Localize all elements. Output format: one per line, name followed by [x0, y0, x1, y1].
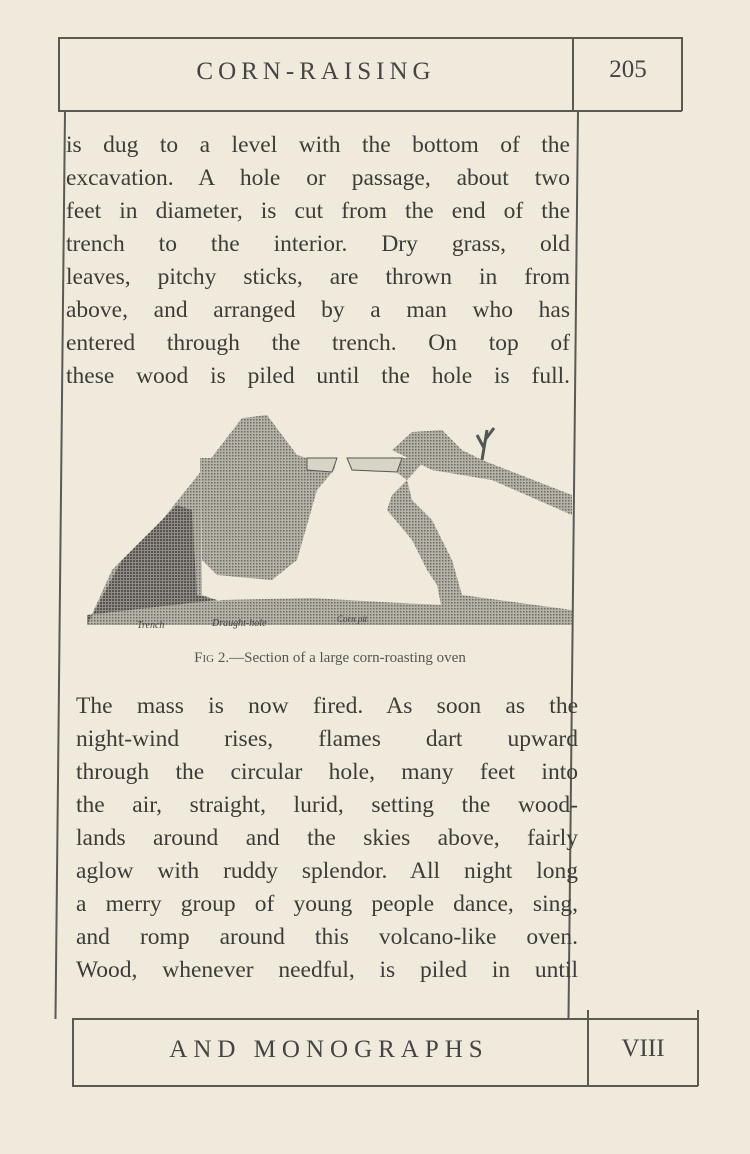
text-line: The mass is now fired. As soon as the — [76, 693, 578, 719]
text-line: is dug to a level with the bottom of the — [66, 132, 570, 158]
text-line: night-wind rises, flames dart upward — [76, 726, 578, 752]
text-line: the air, straight, lurid, setting the wood- — [76, 792, 578, 818]
header-bottom-rule — [58, 110, 682, 112]
volume-number: VIII — [621, 1035, 665, 1062]
text-line: entered through the trench. On top of — [66, 330, 570, 356]
page-number: 205 — [609, 56, 647, 83]
body-left-rule — [54, 111, 65, 1019]
corn-pit-wall — [200, 458, 337, 580]
text-line: leaves, pitchy sticks, are thrown in from — [66, 264, 570, 290]
text-line: and romp around this volcano-like oven. — [76, 924, 578, 950]
text-line: Wood, whenever needful, is piled in until — [76, 957, 578, 983]
text-line: aglow with ruddy splendor. All night long — [76, 858, 578, 884]
series-title: AND MONOGRAPHS — [169, 1036, 489, 1063]
label-corn-pit: Corn pit — [337, 614, 368, 624]
paragraph-2 — [76, 690, 578, 987]
stick — [477, 428, 494, 460]
footer-bottom-rule — [72, 1085, 698, 1087]
text-line: a merry group of young people dance, sing, — [76, 891, 578, 917]
text-line: lands around and the skies above, fairly — [76, 825, 578, 851]
text-line: excavation. A hole or passage, about two — [66, 165, 570, 191]
caption-text: 2.—Section of a large corn-roasting oven — [214, 650, 466, 666]
text-line: these wood is piled until the hole is full. — [66, 363, 570, 389]
label-trench: Trench — [137, 620, 165, 631]
footer-top-rule — [72, 1018, 698, 1020]
text-line: above, and arranged by a man who has — [66, 297, 570, 323]
text-line: feet in diameter, is cut from the end of the — [66, 198, 570, 224]
label-draught-hole: Draught-hole — [212, 618, 267, 629]
caption-prefix: Fig — [194, 650, 215, 666]
figure-caption — [80, 650, 580, 667]
oven-cross-section-illustration — [82, 410, 577, 635]
header-top-rule — [58, 37, 682, 39]
text-line: trench to the interior. Dry grass, old — [66, 231, 570, 257]
text-line: through the circular hole, many feet into — [76, 759, 578, 785]
paragraph-1 — [66, 129, 570, 393]
running-head: CORN-RAISING — [196, 58, 436, 85]
